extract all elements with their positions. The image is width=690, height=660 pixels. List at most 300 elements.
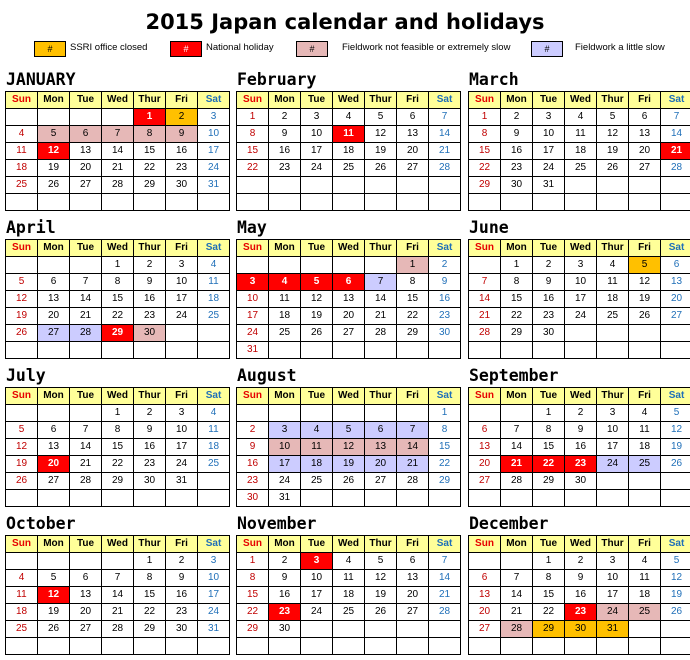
day-cell: 26 <box>661 604 690 621</box>
day-cell: 18 <box>198 291 230 308</box>
weekday-header: Mon <box>269 536 301 553</box>
empty-day-cell <box>661 621 690 638</box>
day-cell: 28 <box>501 473 533 490</box>
week-row <box>237 257 461 274</box>
day-cell: 16 <box>501 143 533 160</box>
day-cell: 11 <box>6 587 38 604</box>
day-cell: 21 <box>661 143 690 160</box>
empty-day-cell <box>301 621 333 638</box>
day-cell: 27 <box>469 621 501 638</box>
day-cell: 10 <box>269 439 301 456</box>
day-cell: 19 <box>6 456 38 473</box>
empty-day-cell <box>429 342 461 359</box>
day-cell: 20 <box>70 604 102 621</box>
week-row <box>237 422 461 439</box>
empty-day-cell <box>134 490 166 507</box>
day-cell: 22 <box>134 160 166 177</box>
day-cell: 13 <box>333 291 365 308</box>
empty-day-cell <box>629 638 661 655</box>
day-cell: 14 <box>501 587 533 604</box>
day-cell: 29 <box>102 325 134 342</box>
day-cell: 15 <box>134 587 166 604</box>
empty-day-cell <box>469 638 501 655</box>
week-row <box>469 638 690 655</box>
day-cell: 11 <box>301 439 333 456</box>
day-cell: 21 <box>102 160 134 177</box>
empty-day-cell <box>469 257 501 274</box>
empty-day-cell <box>661 638 690 655</box>
day-cell: 8 <box>429 422 461 439</box>
empty-day-cell <box>565 490 597 507</box>
day-cell: 2 <box>166 109 198 126</box>
day-cell: 4 <box>333 109 365 126</box>
day-cell: 20 <box>661 291 690 308</box>
week-row <box>6 553 230 570</box>
day-cell: 2 <box>166 553 198 570</box>
week-row <box>237 621 461 638</box>
empty-day-cell <box>269 194 301 211</box>
legend-swatch: # <box>296 41 328 57</box>
week-row <box>6 143 230 160</box>
week-row <box>237 143 461 160</box>
day-cell: 6 <box>469 422 501 439</box>
day-cell: 3 <box>166 405 198 422</box>
day-cell: 15 <box>533 587 565 604</box>
day-cell: 2 <box>501 109 533 126</box>
day-cell: 30 <box>429 325 461 342</box>
day-cell: 26 <box>333 473 365 490</box>
day-cell: 10 <box>166 422 198 439</box>
day-cell: 10 <box>597 422 629 439</box>
day-cell: 19 <box>661 439 690 456</box>
day-cell: 3 <box>301 109 333 126</box>
day-cell: 31 <box>198 177 230 194</box>
day-cell: 30 <box>237 490 269 507</box>
week-row <box>237 160 461 177</box>
day-cell: 5 <box>301 274 333 291</box>
day-cell: 2 <box>565 553 597 570</box>
day-cell: 23 <box>501 160 533 177</box>
empty-day-cell <box>102 553 134 570</box>
weekday-header-row <box>237 388 461 405</box>
day-cell: 7 <box>501 570 533 587</box>
empty-day-cell <box>237 638 269 655</box>
empty-day-cell <box>166 342 198 359</box>
day-cell: 8 <box>102 274 134 291</box>
weekday-header: Fri <box>629 388 661 405</box>
empty-day-cell <box>38 194 70 211</box>
empty-day-cell <box>661 490 690 507</box>
empty-day-cell <box>533 490 565 507</box>
day-cell: 16 <box>269 587 301 604</box>
empty-day-cell <box>501 194 533 211</box>
weekday-header: Tue <box>533 240 565 257</box>
day-cell: 8 <box>469 126 501 143</box>
day-cell: 24 <box>597 456 629 473</box>
day-cell: 26 <box>365 604 397 621</box>
month-table <box>5 387 230 507</box>
empty-day-cell <box>102 194 134 211</box>
day-cell: 17 <box>166 291 198 308</box>
weekday-header: Thur <box>597 240 629 257</box>
empty-day-cell <box>597 473 629 490</box>
weekday-header: Wed <box>102 92 134 109</box>
month-name: March <box>469 70 519 89</box>
month-table <box>236 91 461 211</box>
day-cell: 11 <box>629 570 661 587</box>
weekday-header: Sat <box>661 92 690 109</box>
day-cell: 10 <box>565 274 597 291</box>
day-cell: 16 <box>269 143 301 160</box>
week-row <box>237 177 461 194</box>
weekday-header: Wed <box>565 240 597 257</box>
week-row <box>237 473 461 490</box>
month-calendar <box>468 366 688 507</box>
empty-day-cell <box>469 553 501 570</box>
day-cell: 5 <box>597 109 629 126</box>
day-cell: 20 <box>70 160 102 177</box>
day-cell: 17 <box>269 456 301 473</box>
empty-day-cell <box>38 257 70 274</box>
month-calendar <box>5 218 225 359</box>
day-cell: 7 <box>469 274 501 291</box>
day-cell: 14 <box>429 126 461 143</box>
day-cell: 7 <box>70 422 102 439</box>
weekday-header-row <box>6 92 230 109</box>
day-cell: 29 <box>533 621 565 638</box>
day-cell: 6 <box>38 274 70 291</box>
day-cell: 12 <box>6 291 38 308</box>
empty-day-cell <box>38 342 70 359</box>
day-cell: 6 <box>333 274 365 291</box>
empty-day-cell <box>6 342 38 359</box>
day-cell: 24 <box>533 160 565 177</box>
day-cell: 23 <box>565 456 597 473</box>
empty-day-cell <box>629 490 661 507</box>
empty-day-cell <box>134 342 166 359</box>
day-cell: 15 <box>134 143 166 160</box>
day-cell: 11 <box>629 422 661 439</box>
empty-day-cell <box>269 342 301 359</box>
weekday-header: Sun <box>237 388 269 405</box>
empty-day-cell <box>6 194 38 211</box>
day-cell: 27 <box>397 160 429 177</box>
empty-day-cell <box>166 194 198 211</box>
legend-swatch: # <box>34 41 66 57</box>
weekday-header: Sun <box>6 92 38 109</box>
weekday-header: Sun <box>469 388 501 405</box>
empty-day-cell <box>38 490 70 507</box>
day-cell: 18 <box>333 587 365 604</box>
day-cell: 11 <box>198 422 230 439</box>
day-cell: 28 <box>429 160 461 177</box>
day-cell: 21 <box>429 143 461 160</box>
day-cell: 29 <box>134 177 166 194</box>
empty-day-cell <box>397 177 429 194</box>
day-cell: 1 <box>429 405 461 422</box>
day-cell: 15 <box>469 143 501 160</box>
empty-day-cell <box>333 342 365 359</box>
day-cell: 2 <box>269 553 301 570</box>
weekday-header: Wed <box>102 536 134 553</box>
day-cell: 22 <box>397 308 429 325</box>
empty-day-cell <box>166 638 198 655</box>
day-cell: 17 <box>301 143 333 160</box>
week-row <box>237 126 461 143</box>
day-cell: 13 <box>38 439 70 456</box>
day-cell: 2 <box>429 257 461 274</box>
day-cell: 21 <box>501 456 533 473</box>
day-cell: 9 <box>166 126 198 143</box>
empty-day-cell <box>469 490 501 507</box>
legend-label: Fieldwork a little slow <box>575 42 665 53</box>
day-cell: 6 <box>661 257 690 274</box>
empty-day-cell <box>198 325 230 342</box>
day-cell: 28 <box>102 177 134 194</box>
day-cell: 7 <box>429 553 461 570</box>
week-row <box>469 553 690 570</box>
day-cell: 30 <box>565 473 597 490</box>
month-calendar <box>5 514 225 655</box>
weekday-header: Thur <box>597 536 629 553</box>
day-cell: 19 <box>365 143 397 160</box>
empty-day-cell <box>629 621 661 638</box>
day-cell: 9 <box>166 570 198 587</box>
month-calendar <box>236 218 456 359</box>
month-name: September <box>469 366 559 385</box>
day-cell: 10 <box>166 274 198 291</box>
day-cell: 22 <box>134 604 166 621</box>
weekday-header: Tue <box>70 240 102 257</box>
empty-day-cell <box>6 109 38 126</box>
week-row <box>469 160 690 177</box>
weekday-header: Tue <box>533 92 565 109</box>
weekday-header-row <box>6 536 230 553</box>
weekday-header: Sun <box>237 92 269 109</box>
month-table <box>5 535 230 655</box>
month-name: July <box>6 366 46 385</box>
day-cell: 28 <box>397 473 429 490</box>
day-cell: 6 <box>38 422 70 439</box>
week-row <box>6 342 230 359</box>
day-cell: 20 <box>397 143 429 160</box>
day-cell: 7 <box>70 274 102 291</box>
empty-day-cell <box>397 405 429 422</box>
day-cell: 9 <box>269 570 301 587</box>
empty-day-cell <box>565 638 597 655</box>
day-cell: 3 <box>269 422 301 439</box>
day-cell: 3 <box>565 257 597 274</box>
weekday-header: Sat <box>661 536 690 553</box>
day-cell: 2 <box>269 109 301 126</box>
week-row <box>469 490 690 507</box>
day-cell: 4 <box>629 553 661 570</box>
weekday-header: Sun <box>237 240 269 257</box>
weekday-header-row <box>469 92 690 109</box>
month-name: June <box>469 218 509 237</box>
weekday-header: Sun <box>6 536 38 553</box>
empty-day-cell <box>269 177 301 194</box>
day-cell: 8 <box>501 274 533 291</box>
empty-day-cell <box>469 342 501 359</box>
day-cell: 31 <box>237 342 269 359</box>
week-row <box>6 291 230 308</box>
day-cell: 15 <box>429 439 461 456</box>
weekday-header: Mon <box>269 388 301 405</box>
day-cell: 3 <box>198 553 230 570</box>
weekday-header: Fri <box>397 240 429 257</box>
empty-day-cell <box>134 194 166 211</box>
day-cell: 16 <box>237 456 269 473</box>
day-cell: 5 <box>661 405 690 422</box>
empty-day-cell <box>301 638 333 655</box>
empty-day-cell <box>102 638 134 655</box>
empty-day-cell <box>333 257 365 274</box>
week-row <box>469 342 690 359</box>
weekday-header: Thur <box>365 240 397 257</box>
empty-day-cell <box>198 638 230 655</box>
empty-day-cell <box>102 109 134 126</box>
week-row <box>6 456 230 473</box>
weekday-header: Thur <box>365 92 397 109</box>
month-table <box>468 387 690 507</box>
weekday-header: Fri <box>166 240 198 257</box>
weekday-header: Wed <box>333 240 365 257</box>
day-cell: 29 <box>134 621 166 638</box>
day-cell: 13 <box>629 126 661 143</box>
week-row <box>469 587 690 604</box>
day-cell: 23 <box>166 160 198 177</box>
month-name: October <box>6 514 76 533</box>
day-cell: 14 <box>70 291 102 308</box>
day-cell: 23 <box>134 308 166 325</box>
weekday-header: Tue <box>301 536 333 553</box>
weekday-header: Sat <box>661 240 690 257</box>
weekday-header: Fri <box>629 536 661 553</box>
empty-day-cell <box>397 621 429 638</box>
empty-day-cell <box>365 342 397 359</box>
empty-day-cell <box>38 638 70 655</box>
day-cell: 15 <box>501 291 533 308</box>
empty-day-cell <box>661 473 690 490</box>
week-row <box>469 604 690 621</box>
day-cell: 20 <box>38 308 70 325</box>
day-cell: 17 <box>301 587 333 604</box>
day-cell: 25 <box>301 473 333 490</box>
day-cell: 27 <box>333 325 365 342</box>
day-cell: 8 <box>134 570 166 587</box>
weekday-header: Fri <box>397 92 429 109</box>
day-cell: 4 <box>269 274 301 291</box>
weekday-header: Tue <box>301 388 333 405</box>
empty-day-cell <box>365 638 397 655</box>
empty-day-cell <box>301 405 333 422</box>
week-row <box>469 405 690 422</box>
day-cell: 4 <box>597 257 629 274</box>
day-cell: 13 <box>70 143 102 160</box>
empty-day-cell <box>237 257 269 274</box>
week-row <box>469 308 690 325</box>
day-cell: 25 <box>597 308 629 325</box>
day-cell: 22 <box>237 160 269 177</box>
empty-day-cell <box>237 194 269 211</box>
empty-day-cell <box>166 325 198 342</box>
day-cell: 25 <box>333 160 365 177</box>
week-row <box>237 291 461 308</box>
day-cell: 26 <box>301 325 333 342</box>
day-cell: 23 <box>134 456 166 473</box>
day-cell: 5 <box>365 553 397 570</box>
day-cell: 11 <box>597 274 629 291</box>
day-cell: 19 <box>629 291 661 308</box>
day-cell: 6 <box>397 109 429 126</box>
day-cell: 10 <box>301 126 333 143</box>
empty-day-cell <box>301 177 333 194</box>
day-cell: 4 <box>565 109 597 126</box>
day-cell: 23 <box>565 604 597 621</box>
legend-label: National holiday <box>206 42 274 53</box>
day-cell: 9 <box>429 274 461 291</box>
month-name: JANUARY <box>6 70 76 89</box>
weekday-header: Sat <box>429 536 461 553</box>
empty-day-cell <box>70 257 102 274</box>
empty-day-cell <box>397 194 429 211</box>
day-cell: 6 <box>469 570 501 587</box>
weekday-header: Wed <box>333 536 365 553</box>
month-name: November <box>237 514 317 533</box>
empty-day-cell <box>661 325 690 342</box>
day-cell: 13 <box>70 587 102 604</box>
empty-day-cell <box>661 342 690 359</box>
month-table <box>468 535 690 655</box>
day-cell: 13 <box>469 439 501 456</box>
day-cell: 19 <box>38 160 70 177</box>
day-cell: 11 <box>198 274 230 291</box>
day-cell: 14 <box>429 570 461 587</box>
day-cell: 31 <box>269 490 301 507</box>
day-cell: 25 <box>6 621 38 638</box>
day-cell: 9 <box>565 422 597 439</box>
day-cell: 29 <box>533 473 565 490</box>
day-cell: 4 <box>6 126 38 143</box>
day-cell: 2 <box>533 257 565 274</box>
weekday-header: Sat <box>198 240 230 257</box>
week-row <box>6 109 230 126</box>
month-calendar <box>468 70 688 211</box>
weekday-header: Mon <box>501 92 533 109</box>
empty-day-cell <box>629 342 661 359</box>
weekday-header-row <box>6 240 230 257</box>
day-cell: 14 <box>102 143 134 160</box>
empty-day-cell <box>198 473 230 490</box>
day-cell: 15 <box>237 587 269 604</box>
week-row <box>237 490 461 507</box>
empty-day-cell <box>661 194 690 211</box>
month-table <box>236 387 461 507</box>
empty-day-cell <box>70 638 102 655</box>
empty-day-cell <box>198 194 230 211</box>
week-row <box>237 109 461 126</box>
day-cell: 14 <box>397 439 429 456</box>
day-cell: 22 <box>102 308 134 325</box>
empty-day-cell <box>134 638 166 655</box>
day-cell: 17 <box>533 143 565 160</box>
weekday-header: Wed <box>333 92 365 109</box>
week-row <box>469 177 690 194</box>
weekday-header: Thur <box>134 388 166 405</box>
week-row <box>237 553 461 570</box>
day-cell: 4 <box>301 422 333 439</box>
